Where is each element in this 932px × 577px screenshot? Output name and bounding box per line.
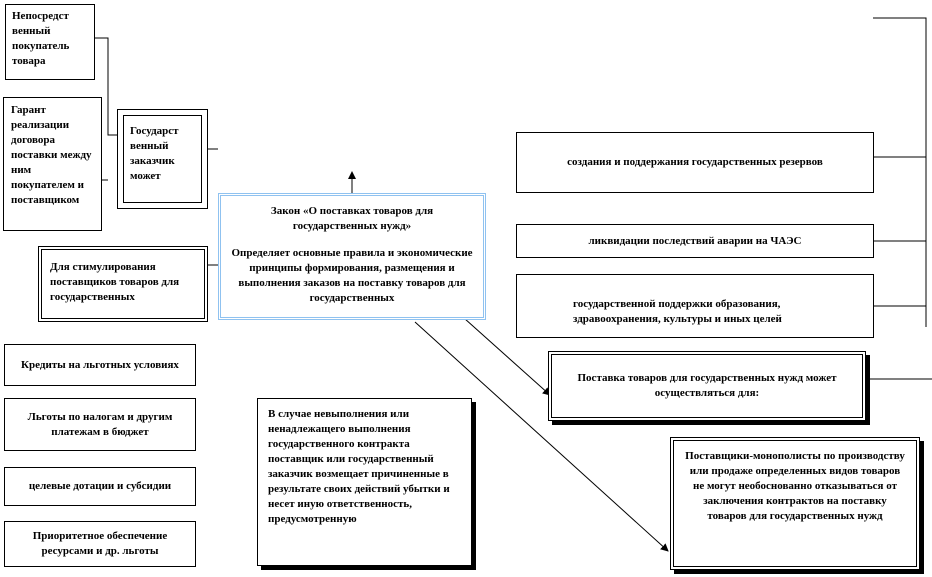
tax-benefits-box: [4, 398, 196, 451]
law-title: Закон «О поставках товаров для государственных нужд»: [270, 205, 434, 232]
subsidies-box: [4, 467, 196, 506]
chernobyl-text: ликвидации последствий аварии на ЧАЭС: [588, 234, 802, 247]
liability-box: [257, 398, 472, 566]
reserves-box: [516, 132, 874, 193]
guarantor-box: [3, 97, 102, 231]
supply-text: Поставка товаров для государственных нужд может осуществляться для:: [577, 372, 837, 399]
tax-benefits-text: Льготы по налогам и другим платежам в бюджет: [27, 410, 173, 438]
law-box: [218, 193, 486, 320]
stimulation-box: [38, 246, 208, 322]
monopolists-box: [670, 437, 920, 570]
priority-text: Приоритетное обеспечение ресурсами и др. льготы: [32, 530, 168, 557]
supply-box: [548, 351, 866, 421]
direct-buyer-text: Непосредст венный покупатель товара: [12, 10, 70, 67]
right-bracket: [873, 18, 926, 327]
monopolists-text: Поставщики-монополисты по производству или продаже определенных видов товаров не могут необоснованно отказываться от заключения контрактов на поставку товаров для государственных нужд: [685, 450, 905, 522]
credits-text: Кредиты на льготных условиях: [21, 358, 179, 371]
liability-text: В случае невыполнения или ненадлежащего выполнения государственного контракта поставщик или государственный заказчик возмещает причиненные в результате своих действий убытки и несет иную ответственность, предусмотренную: [268, 408, 450, 525]
direct-buyer-box: [5, 4, 95, 80]
support-box: [516, 274, 874, 338]
reserves-text: создания и поддержания государственных резервов: [567, 156, 823, 168]
stimulation-text: Для стимулирования поставщиков товаров для государственных: [50, 261, 180, 303]
credits-box: [4, 344, 196, 386]
law-body: Определяет основные правила и экономические принципы формирования, размещения и выполнения заказов на поставку товаров для государственных: [231, 247, 473, 304]
priority-box: [4, 521, 196, 567]
support-text: государственной поддержки образования, здравоохранения, культуры и иных целей: [573, 298, 782, 325]
state-customer-box: [117, 109, 208, 209]
chernobyl-box: [516, 224, 874, 258]
state-customer-text: Государст венный заказчик может: [130, 125, 179, 182]
guarantor-text: Гарант реализации договора поставки между ним покупателем и поставщиком: [11, 104, 92, 206]
subsidies-text: целевые дотации и субсидии: [28, 480, 172, 492]
